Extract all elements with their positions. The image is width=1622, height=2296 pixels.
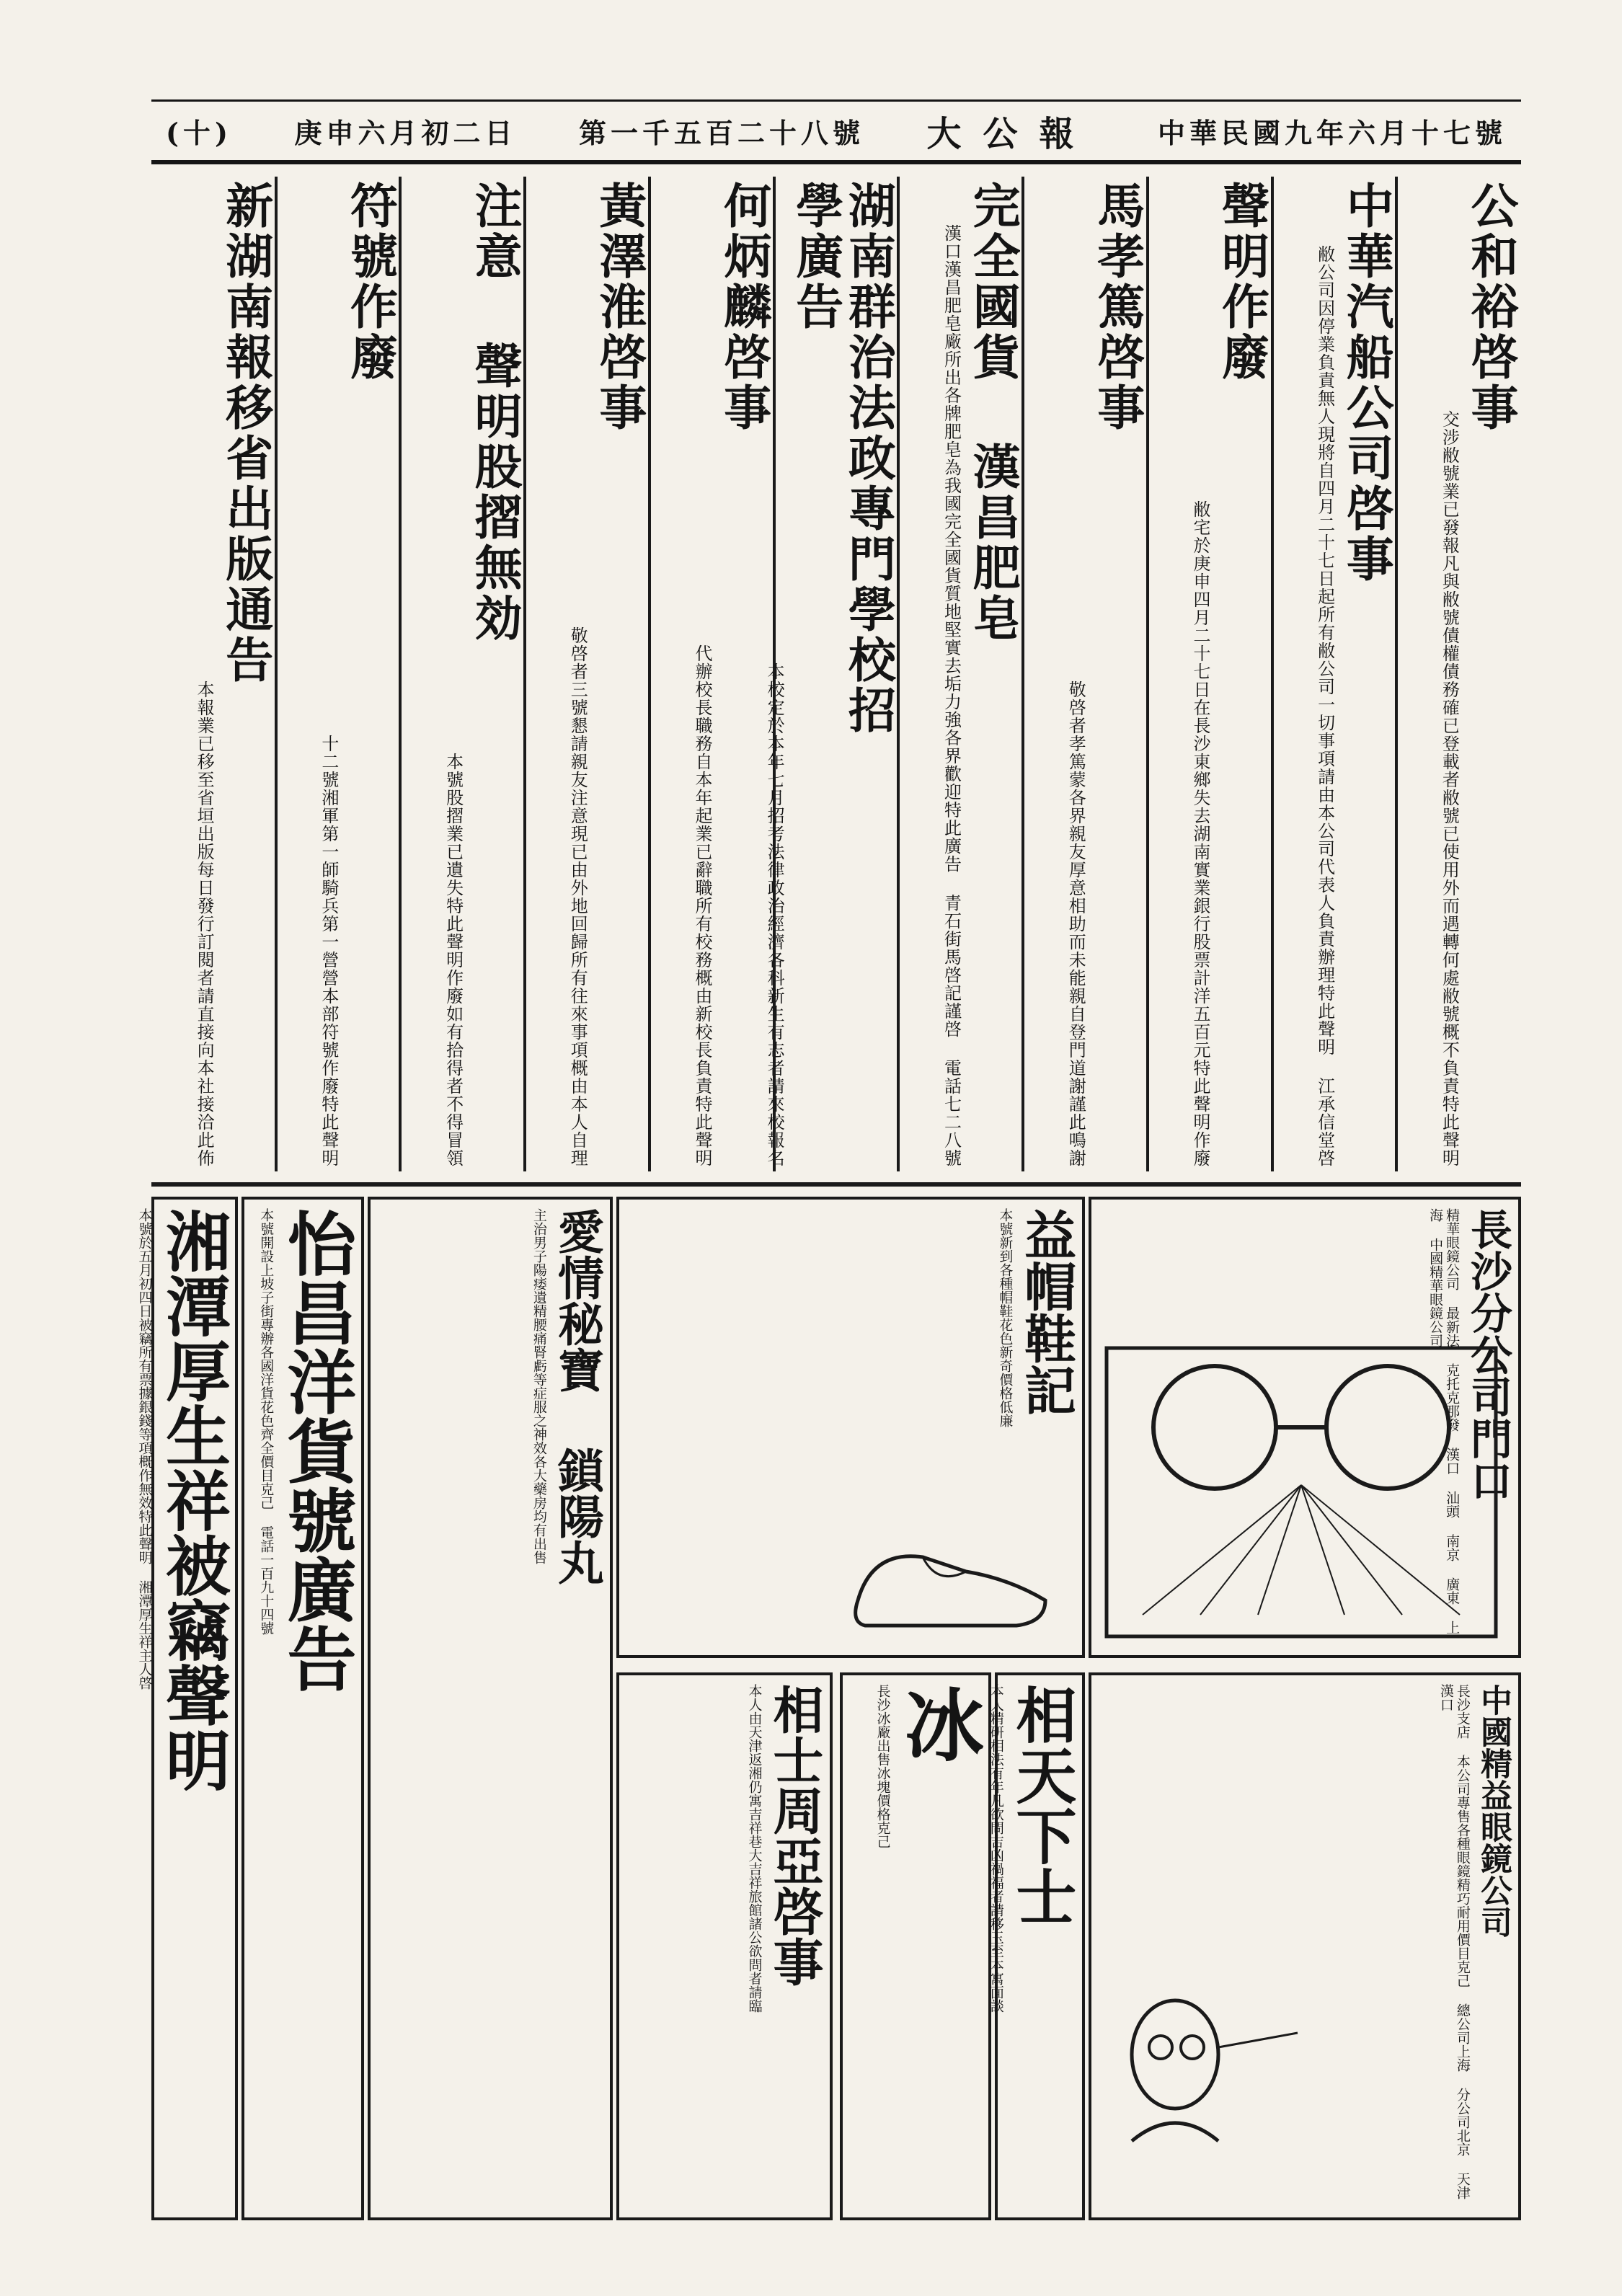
ad-title: 長沙分公司門口 [1463, 1208, 1512, 1501]
top-ad-column [1148, 177, 1272, 1171]
ad-title: 相天下士 [1006, 1684, 1078, 1926]
top-ad-column [400, 177, 525, 1171]
ad-title: 冰 [892, 1684, 985, 1763]
shoe-illustration [843, 1521, 1060, 1636]
top-ad-column [650, 177, 774, 1171]
top-ad-column [1023, 177, 1148, 1171]
ad-body: 敬啓者三號懇請親友注意現已由外地回歸所有往來事項概由本人自理 [567, 626, 588, 1167]
ad-title: 完全國貨 漢昌肥皂 [965, 181, 1021, 644]
ad-title: 符號作廢 [342, 181, 399, 383]
ad-body: 敬啓者孝篤蒙各界親友厚意相助而未能親自登門道謝謹此鳴謝 [1065, 681, 1086, 1167]
ad-body: 本號於五月初四日被竊所有票據銀錢等項概作無效特此聲明 湘潭厚生祥主人啓 [136, 1208, 153, 1690]
ad-body: 敝公司因停業負責無人現將自四月二十七日起所有敝公司一切事項請由本公司代表人負責辦理特此聲明 江承信堂啓 [1314, 245, 1335, 1167]
ad-title: 湖南群治法政專門學校招學廣告 [787, 181, 897, 736]
bottom-ad-box [136, 1197, 238, 2220]
ad-body: 本號股摺業已遺失特此聲明作廢如有拾得者不得冒領 [443, 753, 464, 1167]
section-divider [151, 1182, 1521, 1187]
masthead-left: 中華民國九年六月十七號 [1157, 117, 1507, 149]
top-ad-column [898, 177, 1023, 1171]
masthead [151, 99, 1521, 164]
eyeglasses-illustration [1099, 1341, 1503, 1644]
masthead-date: 庚申六月初二日 [294, 117, 517, 149]
ad-body: 長沙支店 本公司專售各種眼鏡精巧耐用價目克己 總公司上海 分公司北京 天津 漢口 [1437, 1684, 1471, 2199]
ad-title: 新湖南報移省出版通告 [217, 181, 274, 686]
bottom-ad-box [616, 1672, 833, 2220]
top-ad-column [276, 177, 401, 1171]
ad-body: 本號開設上坡子街專辦各國洋貨花色齊全價目克己 電話一百九十四號 [258, 1208, 275, 1635]
masthead-page: (十) [166, 117, 232, 149]
ad-title: 怡昌洋貨號廣告 [276, 1208, 358, 1693]
masthead-issue: 第一千五百二十八號 [578, 117, 864, 149]
ad-title: 何炳麟啓事 [715, 181, 772, 433]
ad-body: 敝宅於庚申四月二十七日在長沙東鄉失去湖南實業銀行股票計洋五百元特此聲明作廢 [1189, 500, 1210, 1167]
ad-title: 馬孝篤啓事 [1089, 181, 1145, 433]
top-ad-column [1396, 177, 1521, 1171]
ad-title: 相士周亞啓事 [765, 1684, 825, 1987]
ad-body: 本報業已移至省垣出版每日發行訂閱者請直接向本社接洽此佈 [194, 681, 215, 1167]
top-ad-column [151, 177, 276, 1171]
ad-title: 黃澤淮啓事 [590, 181, 647, 433]
bottom-ad-box [368, 1197, 613, 2220]
ad-title: 公和裕啓事 [1462, 181, 1519, 433]
bottom-ad-box [840, 1672, 991, 2220]
ad-body: 十二號湘軍第一師騎兵第一營營本部符號作廢特此聲明 [318, 735, 339, 1167]
bottom-ad-box [988, 1672, 1085, 2220]
ad-body: 漢口漢昌肥皂廠所出各牌肥皂為我國完全國貨質地堅實去垢力強各界歡迎特此廣告 青石街馬啓記謹啓 電話七二八號 [941, 224, 962, 1167]
ad-body: 本人由天津返湘仍寓吉祥巷大吉祥旅館諸公欲問者請臨 [746, 1684, 763, 2013]
ad-body: 本人精研相法有年凡欲問吉凶禍福者請移玉至本寓面談 [988, 1684, 1004, 2013]
ad-body: 精華眼鏡公司 最新法 克托克那發 漢口 汕頭 南京 廣東 上海 中國精華眼鏡公司 [1427, 1208, 1461, 1634]
ad-body: 代辦校長職務自本年起業已辭職所有校務概由新校長負責特此聲明 [692, 644, 713, 1167]
portrait-illustration [1103, 1990, 1305, 2148]
ad-title: 中華汽船公司啓事 [1338, 181, 1395, 585]
ad-body: 交涉敝號業已發報凡與敝號債權債務確已登載者敝號已使用外而遇轉何處敝號概不負責特此聲明 [1439, 410, 1460, 1167]
ad-title: 湘潭厚生祥被竊聲明 [154, 1208, 231, 1792]
ad-body: 本號新到各種帽鞋花色新奇價格低廉 [997, 1208, 1014, 1427]
top-ad-column [1272, 177, 1397, 1171]
ad-body: 長沙冰廠出售冰塊價格克己 [874, 1684, 891, 1848]
ad-title: 聲明作廢 [1213, 181, 1270, 383]
bottom-ad-box [241, 1197, 364, 2220]
ad-title: 益帽鞋記 [1016, 1208, 1077, 1416]
masthead-title: 大公報 [926, 114, 1096, 154]
ad-title: 注意 聲明股摺無効 [466, 181, 523, 644]
ad-body: 主治男子陽痿遺精腰痛腎虧等症服之神效各大藥房均有出售 [531, 1208, 547, 1564]
ad-title: 中國精益眼鏡公司 [1475, 1684, 1512, 1938]
top-ad-column [774, 177, 899, 1171]
top-ad-column [525, 177, 650, 1171]
ad-title: 愛情秘寶 鎖陽丸 [550, 1208, 604, 1585]
